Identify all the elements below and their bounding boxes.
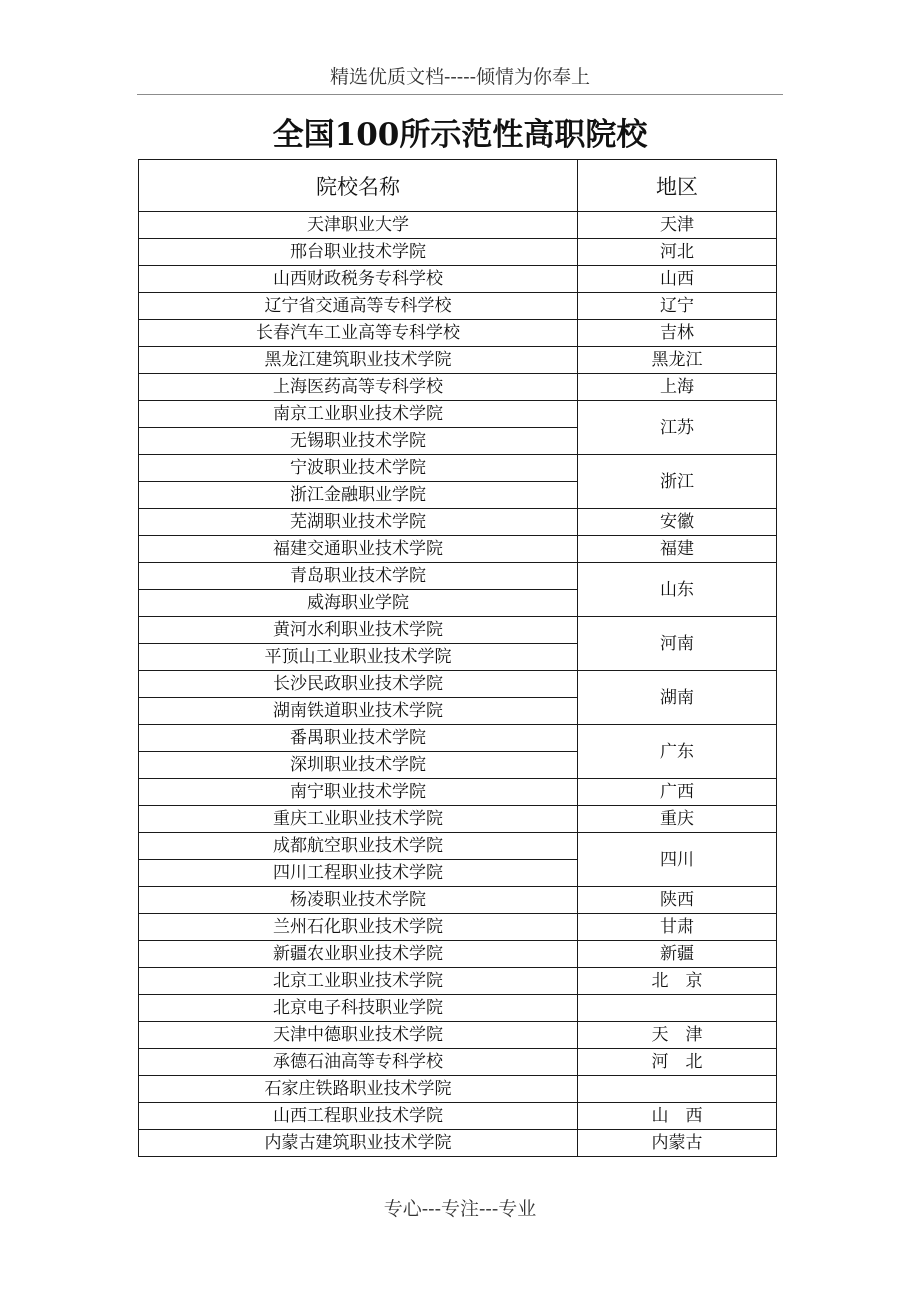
page-header-text: 精选优质文档-----倾情为你奉上 xyxy=(329,66,591,88)
column-header-school: 院校名称 xyxy=(139,160,578,212)
school-name-cell: 山西工程职业技术学院 xyxy=(139,1103,578,1130)
region-cell: 河北 xyxy=(578,239,777,266)
region-cell xyxy=(578,995,777,1022)
table-row xyxy=(139,617,777,644)
school-name-cell: 长沙民政职业技术学院 xyxy=(139,671,578,698)
region-cell: 陕西 xyxy=(578,887,777,914)
region-cell: 浙江 xyxy=(578,455,777,509)
school-name-cell: 天津中德职业技术学院 xyxy=(139,1022,578,1049)
school-name-cell: 四川工程职业技术学院 xyxy=(139,860,578,887)
school-name-cell: 平顶山工业职业技术学院 xyxy=(139,644,578,671)
table-row xyxy=(139,914,777,941)
region-cell: 福建 xyxy=(578,536,777,563)
school-name-cell: 新疆农业职业技术学院 xyxy=(139,941,578,968)
region-cell: 甘肃 xyxy=(578,914,777,941)
page-header xyxy=(137,62,783,95)
region-cell: 河 北 xyxy=(578,1049,777,1076)
table-row xyxy=(139,968,777,995)
region-cell: 江苏 xyxy=(578,401,777,455)
table-row xyxy=(139,293,777,320)
table-row xyxy=(139,833,777,860)
school-name-cell: 上海医药高等专科学校 xyxy=(139,374,578,401)
table-row xyxy=(139,806,777,833)
region-cell: 四川 xyxy=(578,833,777,887)
school-name-cell: 杨凌职业技术学院 xyxy=(139,887,578,914)
table-row xyxy=(139,1076,777,1103)
school-name-cell: 威海职业学院 xyxy=(139,590,578,617)
school-name-cell: 内蒙古建筑职业技术学院 xyxy=(139,1130,578,1157)
table-row xyxy=(139,1049,777,1076)
table-row xyxy=(139,401,777,428)
school-name-cell: 重庆工业职业技术学院 xyxy=(139,806,578,833)
school-name-cell: 兰州石化职业技术学院 xyxy=(139,914,578,941)
region-cell: 辽宁 xyxy=(578,293,777,320)
school-name-cell: 黄河水利职业技术学院 xyxy=(139,617,578,644)
school-name-cell: 北京电子科技职业学院 xyxy=(139,995,578,1022)
school-name-cell: 宁波职业技术学院 xyxy=(139,455,578,482)
school-name-cell: 山西财政税务专科学校 xyxy=(139,266,578,293)
region-cell: 天 津 xyxy=(578,1022,777,1049)
school-name-cell: 湖南铁道职业技术学院 xyxy=(139,698,578,725)
table-row xyxy=(139,725,777,752)
table-row xyxy=(139,266,777,293)
school-name-cell: 福建交通职业技术学院 xyxy=(139,536,578,563)
table-row xyxy=(139,779,777,806)
table-row xyxy=(139,563,777,590)
region-cell: 内蒙古 xyxy=(578,1130,777,1157)
school-name-cell: 长春汽车工业高等专科学校 xyxy=(139,320,578,347)
region-cell: 湖南 xyxy=(578,671,777,725)
table-row xyxy=(139,671,777,698)
region-cell: 上海 xyxy=(578,374,777,401)
table-body xyxy=(139,212,777,1157)
region-cell: 北 京 xyxy=(578,968,777,995)
region-cell: 山东 xyxy=(578,563,777,617)
column-header-region: 地区 xyxy=(578,160,777,212)
table-row xyxy=(139,455,777,482)
table-header-row xyxy=(139,160,777,212)
region-cell: 吉林 xyxy=(578,320,777,347)
region-cell: 黑龙江 xyxy=(578,347,777,374)
table-row xyxy=(139,239,777,266)
school-name-cell: 石家庄铁路职业技术学院 xyxy=(139,1076,578,1103)
page-title: 全国100所示范性高职院校 xyxy=(272,117,648,153)
table-row xyxy=(139,320,777,347)
school-name-cell: 无锡职业技术学院 xyxy=(139,428,578,455)
school-name-cell: 北京工业职业技术学院 xyxy=(139,968,578,995)
region-cell xyxy=(578,1076,777,1103)
table-row xyxy=(139,887,777,914)
school-name-cell: 天津职业大学 xyxy=(139,212,578,239)
region-cell: 广东 xyxy=(578,725,777,779)
table-row xyxy=(139,212,777,239)
school-name-cell: 南京工业职业技术学院 xyxy=(139,401,578,428)
table-row xyxy=(139,1130,777,1157)
region-cell: 重庆 xyxy=(578,806,777,833)
region-cell: 安徽 xyxy=(578,509,777,536)
school-name-cell: 深圳职业技术学院 xyxy=(139,752,578,779)
page-footer-text: 专心---专注---专业 xyxy=(383,1198,537,1220)
table-row xyxy=(139,941,777,968)
table-row xyxy=(139,1103,777,1130)
school-name-cell: 青岛职业技术学院 xyxy=(139,563,578,590)
table-row xyxy=(139,509,777,536)
school-name-cell: 辽宁省交通高等专科学校 xyxy=(139,293,578,320)
page-footer xyxy=(0,1195,920,1223)
region-cell: 河南 xyxy=(578,617,777,671)
school-name-cell: 南宁职业技术学院 xyxy=(139,779,578,806)
region-cell: 山 西 xyxy=(578,1103,777,1130)
schools-table xyxy=(138,159,777,1157)
region-cell: 天津 xyxy=(578,212,777,239)
school-name-cell: 承德石油高等专科学校 xyxy=(139,1049,578,1076)
region-cell: 广西 xyxy=(578,779,777,806)
region-cell: 新疆 xyxy=(578,941,777,968)
table-row xyxy=(139,1022,777,1049)
school-name-cell: 成都航空职业技术学院 xyxy=(139,833,578,860)
school-name-cell: 浙江金融职业学院 xyxy=(139,482,578,509)
school-name-cell: 黑龙江建筑职业技术学院 xyxy=(139,347,578,374)
school-name-cell: 芜湖职业技术学院 xyxy=(139,509,578,536)
table-row xyxy=(139,374,777,401)
school-name-cell: 邢台职业技术学院 xyxy=(139,239,578,266)
table-row xyxy=(139,536,777,563)
school-name-cell: 番禺职业技术学院 xyxy=(139,725,578,752)
table-row xyxy=(139,995,777,1022)
table-row xyxy=(139,347,777,374)
region-cell: 山西 xyxy=(578,266,777,293)
